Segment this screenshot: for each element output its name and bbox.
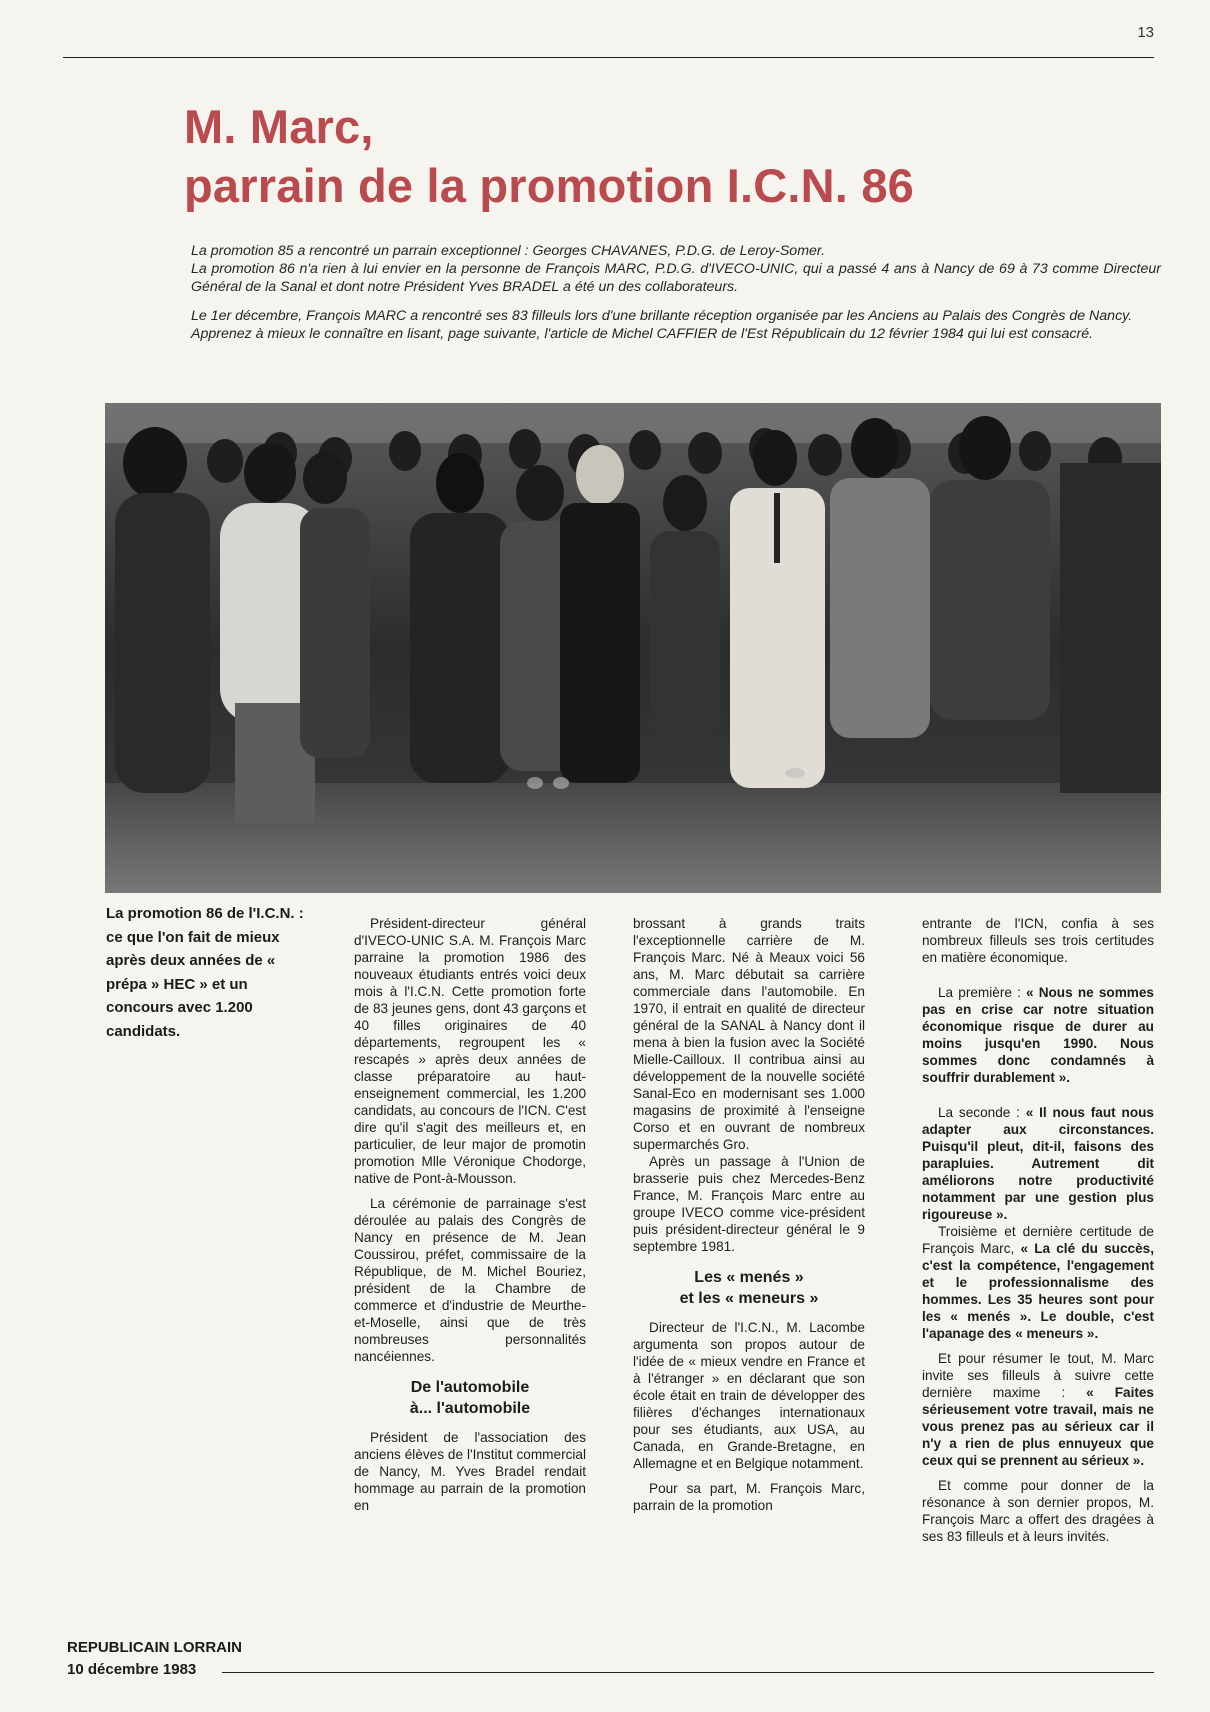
subheading-1-line-1: De l'automobile [410, 1379, 530, 1396]
col3-paragraph-1: entrante de l'ICN, confia à ses nombreux filleuls ses trois certitudes en matière économique. [922, 916, 1154, 965]
col2-paragraph-2: Après un passage à l'Union de brasserie puis chez Mercedes-Benz France, M. François Marc entre au groupe IVECO comme vice-président puis président-directeur général le 9 septembre 1981. [633, 1154, 865, 1254]
subheading-2-line-1: Les « menés » [694, 1269, 804, 1286]
col3-paragraph-4 [922, 1223, 1154, 1342]
publication-date: 10 décembre 1983 [67, 1661, 197, 1678]
col2-paragraph-1: brossant à grands traits l'exceptionnelle carrière de M. François Marc. Né à Meaux voici 56 ans, M. Marc débutait sa carrière commerciale dans l'automobile. En 1970, il entrait en qualité de directeur général de la SANAL à Nancy dont il mena à bien la fusion avec la Société Mielle-Cailloux. Il contribua ainsi au développement de la nouvelle société Sanal-Eco en modernisant ses 1.000 magasins de proximité à l'enseigne Corso et en ouvrant de nombreux supermarchés Gro. [633, 916, 865, 1152]
col2-paragraph-3: Directeur de l'I.C.N., M. Lacombe argumenta son propos autour de l'idée de « mieux vendre en France et à l'étranger » en déclarant que son école était en train de développer des filières d'échanges internationaux pour ses étudiants, aux USA, au Canada, en Grande-Bretagne, en Allemagne et en Belgique notamment. [633, 1320, 865, 1471]
subheading-2-line-2: et les « meneurs » [679, 1290, 819, 1307]
photo-caption [106, 902, 306, 1043]
newspaper-name: REPUBLICAIN LORRAIN [67, 1639, 242, 1656]
caption-title: La promotion 86 de l'I.C.N. : [106, 905, 304, 922]
third-certitude-quote: « La clé du succès, c'est la compétence, l'engagement et le professionnalisme des hommes. Les 35 heures sont pour les « menés ». Le double, c'est l'apanage des « meneurs ». [922, 1241, 1154, 1341]
col1-paragraph-1: Président-directeur général d'IVECO-UNIC S.A. M. François Marc parraine la promotion 1986 des nouveaux étudiants entrés voici deux mois à l'I.C.N. Cette promotion forte de 83 jeunes gens, dont 43 garçons et 40 filles originaires de 40 départements, regroupent les « rescapés » après deux années de classe préparatoire au haut-enseignement commercial, les 1.200 candidats, au concours de l'ICN. C'est dire qu'il s'agit des meilleurs et, en particulier, de leur major de promotin promotion Mlle Véronique Chodorge, native de Pont-à-Mousson. [354, 916, 586, 1186]
intro-paragraph-2: La promotion 86 n'a rien à lui envier en la personne de François MARC, P.D.G. d'IVECO-UNIC, qui a passé 4 ans à Nancy de 69 à 73 comme Directeur Général de la Sanal et dont notre Président Yves BRADEL a été un des collaborateurs. [191, 261, 1161, 296]
first-certitude-quote: « Nous ne sommes pas en crise car notre situation économique risque de durer au moins jusqu'en 1990. Nous sommes donc condamnés à souffrir durablement ». [922, 985, 1154, 1085]
col3-paragraph-6: Et comme pour donner de la résonance à son dernier propos, M. François Marc a offert des dragées à ses 83 filleuls et à leurs invités. [922, 1478, 1154, 1544]
top-rule [63, 57, 1154, 58]
headline [184, 97, 914, 215]
caption-body: ce que l'on fait de mieux après deux années de « prépa » HEC » et un concours avec 1.200 candidats. [106, 928, 280, 1040]
headline-line-1: M. Marc, [184, 100, 374, 153]
intro-paragraph-4: Apprenez à mieux le connaître en lisant, page suivante, l'article de Michel CAFFIER de l'Est Républicain du 12 février 1984 qui lui est consacré. [191, 325, 1094, 342]
article-column-3 [922, 915, 1154, 1545]
group-photo-image [105, 403, 1161, 893]
footer-source [67, 1637, 242, 1681]
second-certitude-quote: « Il nous faut nous adapter aux circonstances. Puisqu'il pleut, dit-il, faisons des parapluies. Autrement dit améliorons notre productivité notamment par une gestion plus rigoureuse ». [922, 1105, 1154, 1222]
second-certitude-lead: La seconde : [938, 1105, 1026, 1120]
col1-paragraph-2: La cérémonie de parrainage s'est déroulée au palais des Congrès de Nancy en présence de M. Jean Coussirou, préfet, commissaire de la République, de M. Michel Bouriez, président de la Chambre de commerce et d'industrie de Meurthe-et-Moselle, ainsi que de très nombreuses personnalités nancéiennes. [354, 1196, 586, 1364]
intro-paragraph-3: Le 1er décembre, François MARC a rencontré ses 83 filleuls lors d'une brillante réception organisée par les Anciens au Palais des Congrès de Nancy. [191, 307, 1133, 324]
col3-paragraph-5 [922, 1350, 1154, 1469]
third-certitude-lead: Troisième et dernière certitude de François Marc, [922, 1224, 1154, 1256]
headline-line-2: parrain de la promotion I.C.N. 86 [184, 159, 915, 212]
maxime-quote: « Faites sérieusement votre travail, mais ne vous prenez pas au sérieux car il n'y a rien de plus ennuyeux que ceux qui se prennent au sérieux ». [922, 1385, 1154, 1468]
first-certitude-lead: La première : [938, 985, 1026, 1000]
col1-paragraph-3: Président de l'association des anciens élèves de l'Institut commercial de Nancy, M. Yves Bradel rendait hommage au parrain de la promotion en [354, 1430, 586, 1513]
intro-paragraph-1: La promotion 85 a rencontré un parrain exceptionnel : Georges CHAVANES, P.D.G. de Leroy-Somer. [191, 243, 826, 259]
col3-paragraph-3 [922, 1104, 1154, 1223]
col3-paragraph-2 [922, 984, 1154, 1086]
article-column-1 [354, 915, 586, 1514]
footer-rule [222, 1672, 1154, 1673]
subheading-menes-meneurs [633, 1267, 865, 1309]
subheading-automobile [354, 1377, 586, 1419]
col2-paragraph-4: Pour sa part, M. François Marc, parrain de la promotion [633, 1481, 865, 1513]
page-number: 13 [1137, 24, 1154, 41]
subheading-1-line-2: à... l'automobile [409, 1400, 531, 1417]
group-photo [105, 403, 1161, 893]
maxime-lead: Et pour résumer le tout, M. Marc invite ses filleuls à suivre cette dernière maxime : [922, 1351, 1154, 1400]
article-column-2 [633, 915, 865, 1514]
intro-text [191, 242, 1161, 343]
